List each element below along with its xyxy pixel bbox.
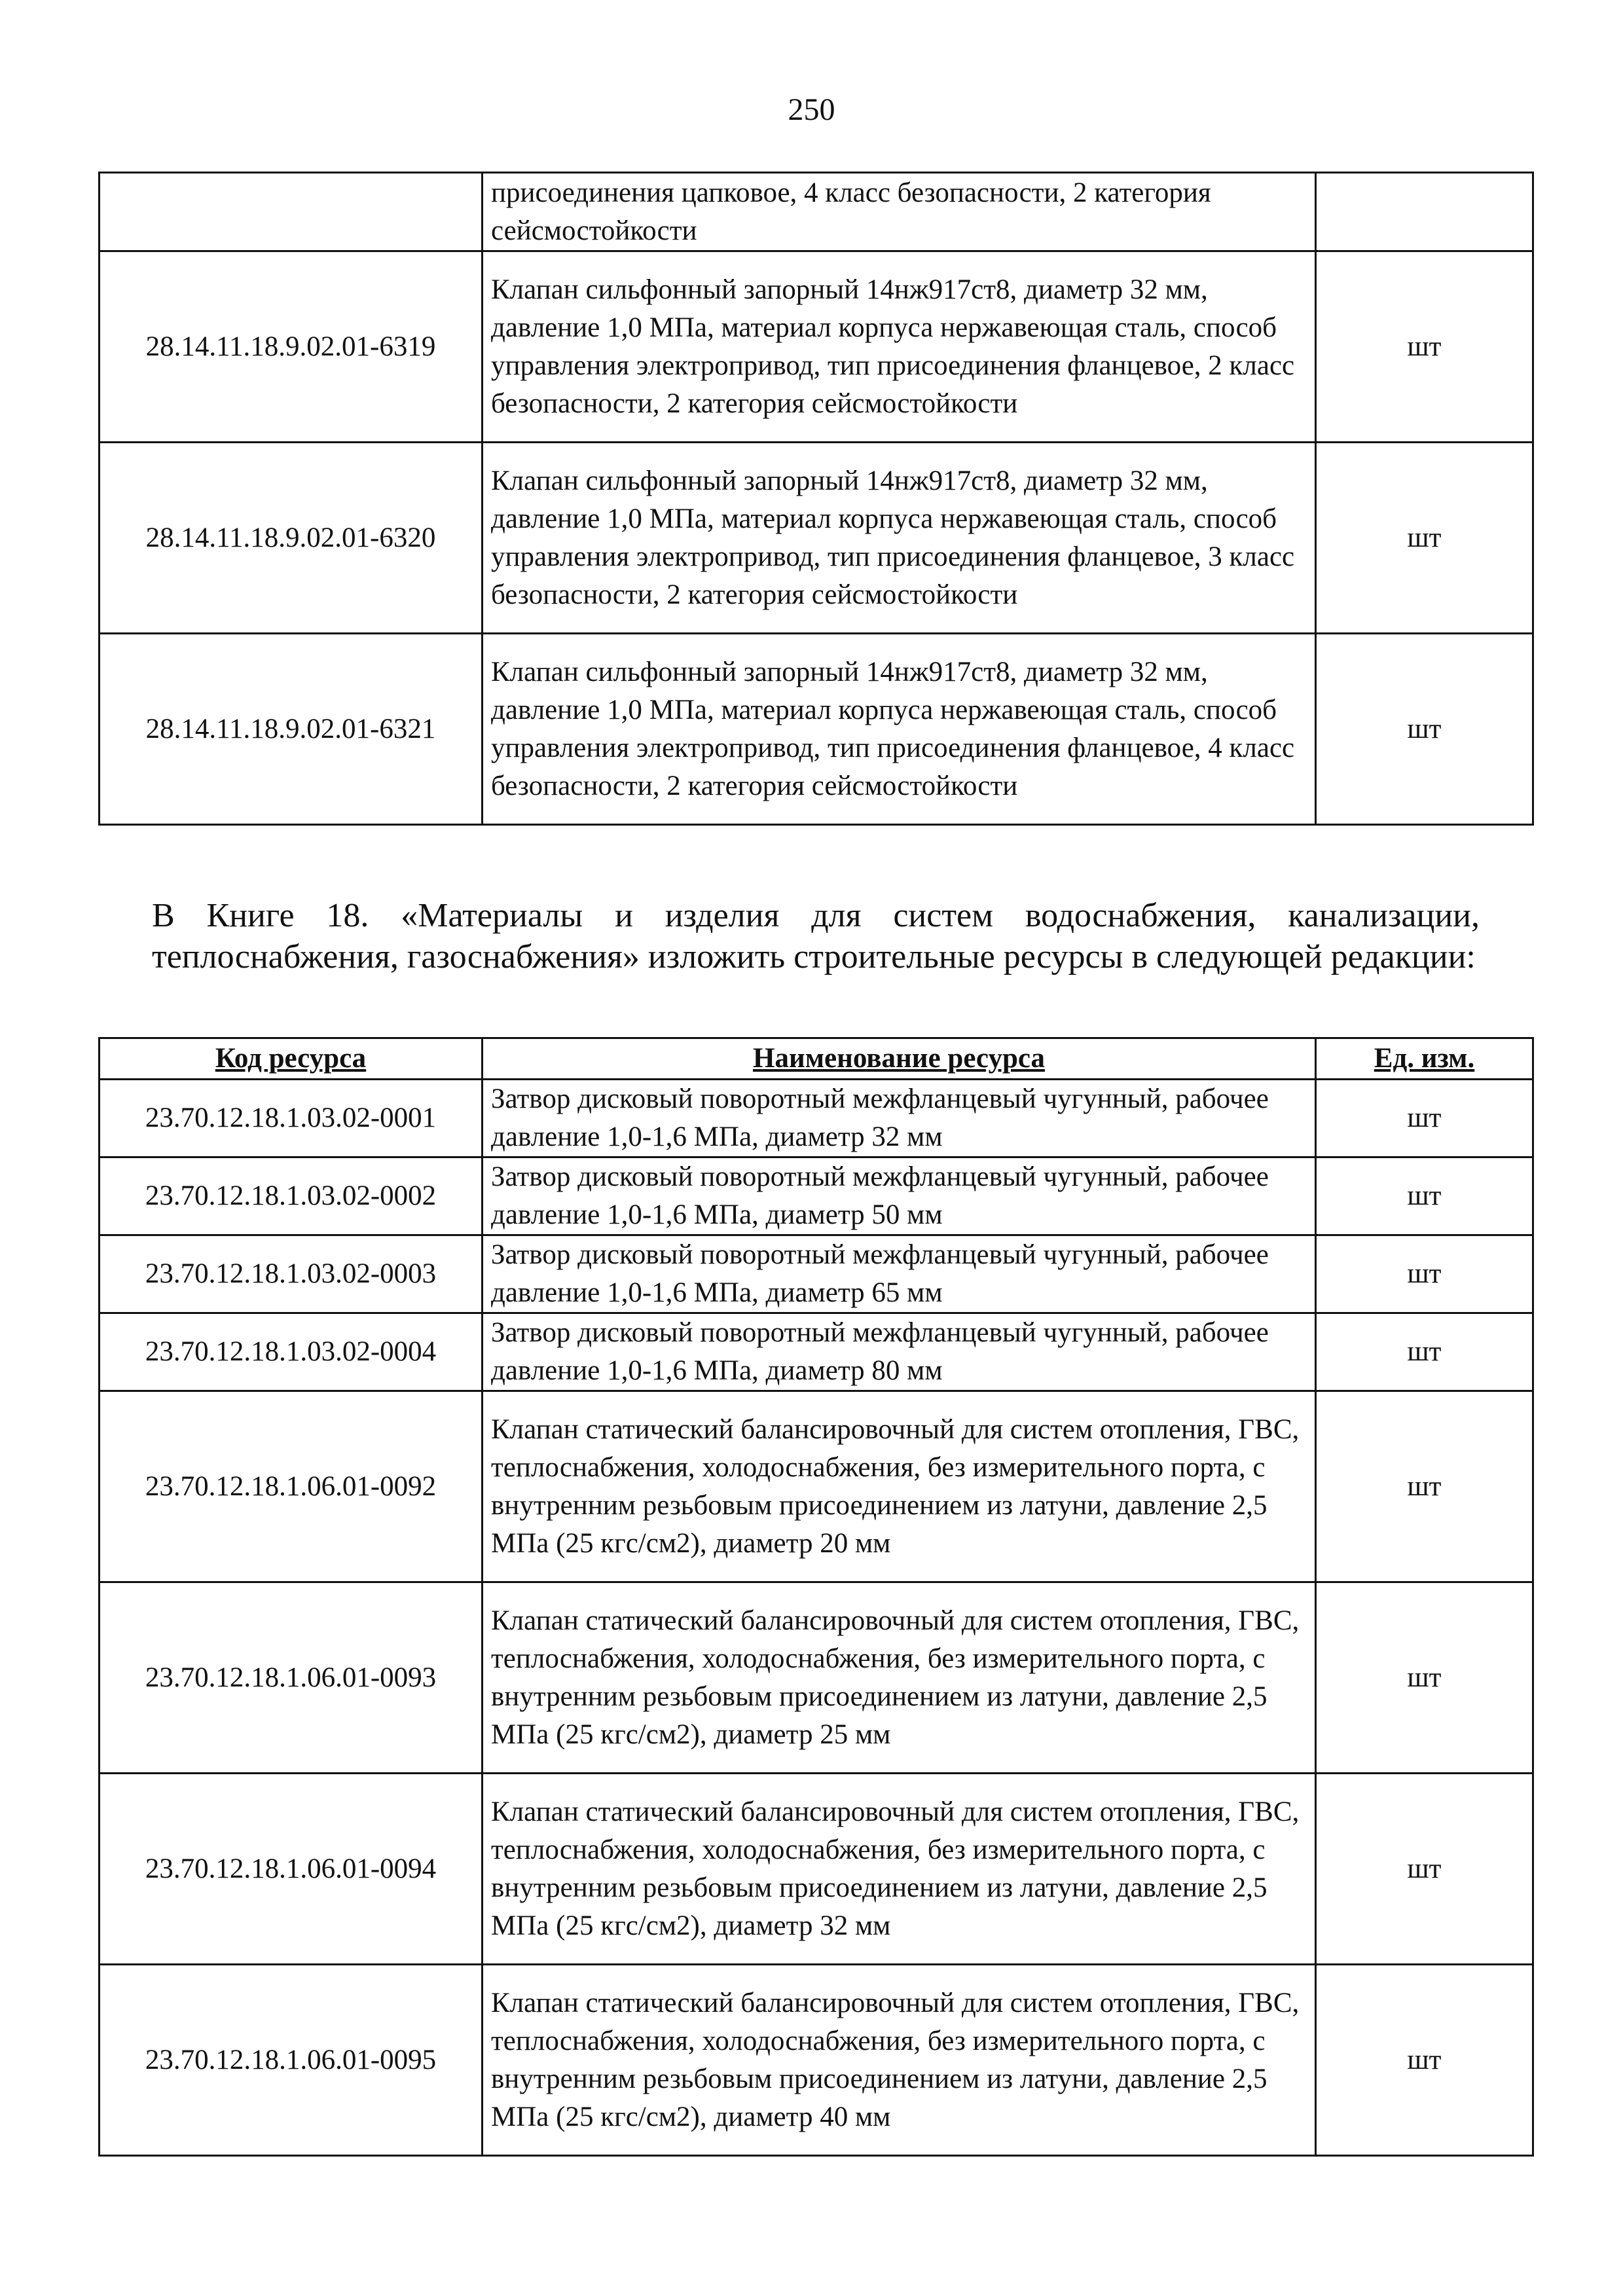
instruction-paragraph: В Книге 18. «Материалы и изделия для систем водоснабжения, канализации, теплоснабжения, газоснабжения» изложить строительные ресурсы в следующей редакции: [152,897,1480,975]
resource-name: Затвор дисковый поворотный межфланцевый чугунный, рабочее давление 1,0-1,6 МПа, диаметр 80 мм [483,1313,1316,1391]
resource-code: 23.70.12.18.1.06.01-0094 [100,1774,483,1965]
resource-code: 28.14.11.18.9.02.01-6321 [100,634,483,825]
resource-name: Клапан статический балансировочный для систем отопления, ГВС, теплоснабжения, холодоснабжения, без измерительного порта, с внутренним резьбовым присоединением из латуни, давление 2,5 МПа (25 кгс/см2), диаметр 25 мм [483,1582,1316,1774]
resource-unit: шт [1316,443,1533,634]
resource-name: Клапан сильфонный запорный 14нж917ст8, диаметр 32 мм, давление 1,0 МПа, материал корпуса нержавеющая сталь, способ управления электропривод, тип присоединения фланцевое, 3 класс безопасности, 2 категория сейсмостойкости [483,443,1316,634]
resource-unit [1316,173,1533,251]
resource-code: 23.70.12.18.1.06.01-0092 [100,1391,483,1582]
header-unit: Ед. изм. [1316,1038,1533,1080]
table-row [100,1391,1533,1582]
resource-unit: шт [1316,1157,1533,1235]
resource-code: 28.14.11.18.9.02.01-6320 [100,443,483,634]
resource-unit: шт [1316,1774,1533,1965]
table-row [100,1774,1533,1965]
header-name: Наименование ресурса [483,1038,1316,1080]
resource-unit: шт [1316,1582,1533,1774]
resource-table [98,1037,1534,2157]
resource-unit: шт [1316,1313,1533,1391]
table-row [100,1080,1533,1157]
resource-code: 23.70.12.18.1.03.02-0004 [100,1313,483,1391]
resource-name: Клапан статический балансировочный для систем отопления, ГВС, теплоснабжения, холодоснабжения, без измерительного порта, с внутренним резьбовым присоединением из латуни, давление 2,5 МПа (25 кгс/см2), диаметр 32 мм [483,1774,1316,1965]
resource-name: Затвор дисковый поворотный межфланцевый чугунный, рабочее давление 1,0-1,6 МПа, диаметр 32 мм [483,1080,1316,1157]
resource-name: Клапан сильфонный запорный 14нж917ст8, диаметр 32 мм, давление 1,0 МПа, материал корпуса нержавеющая сталь, способ управления электропривод, тип присоединения фланцевое, 4 класс безопасности, 2 категория сейсмостойкости [483,634,1316,825]
resource-name: Клапан статический балансировочный для систем отопления, ГВС, теплоснабжения, холодоснабжения, без измерительного порта, с внутренним резьбовым присоединением из латуни, давление 2,5 МПа (25 кгс/см2), диаметр 40 мм [483,1965,1316,2156]
table-row [100,1965,1533,2156]
resource-unit: шт [1316,1965,1533,2156]
resource-unit: шт [1316,634,1533,825]
table-row [100,173,1533,251]
resource-code: 28.14.11.18.9.02.01-6319 [100,251,483,443]
resource-code: 23.70.12.18.1.03.02-0003 [100,1235,483,1313]
table-header-row [100,1038,1533,1080]
resource-unit: шт [1316,251,1533,443]
resource-unit: шт [1316,1235,1533,1313]
table-row [100,443,1533,634]
resource-code: 23.70.12.18.1.06.01-0095 [100,1965,483,2156]
resource-name: Затвор дисковый поворотный межфланцевый чугунный, рабочее давление 1,0-1,6 МПа, диаметр 50 мм [483,1157,1316,1235]
resource-name: Клапан сильфонный запорный 14нж917ст8, диаметр 32 мм, давление 1,0 МПа, материал корпуса нержавеющая сталь, способ управления электропривод, тип присоединения фланцевое, 2 класс безопасности, 2 категория сейсмостойкости [483,251,1316,443]
header-code: Код ресурса [100,1038,483,1080]
resource-unit: шт [1316,1391,1533,1582]
resource-code [100,173,483,251]
table-row [100,1235,1533,1313]
table-row [100,1582,1533,1774]
resource-name: Клапан статический балансировочный для систем отопления, ГВС, теплоснабжения, холодоснабжения, без измерительного порта, с внутренним резьбовым присоединением из латуни, давление 2,5 МПа (25 кгс/см2), диаметр 20 мм [483,1391,1316,1582]
page-number: 250 [788,92,835,127]
resource-name: Затвор дисковый поворотный межфланцевый чугунный, рабочее давление 1,0-1,6 МПа, диаметр 65 мм [483,1235,1316,1313]
resource-name: присоединения цапковое, 4 класс безопасности, 2 категория сейсмостойкости [483,173,1316,251]
resource-code: 23.70.12.18.1.03.02-0001 [100,1080,483,1157]
resource-code: 23.70.12.18.1.06.01-0093 [100,1582,483,1774]
table-row [100,1157,1533,1235]
resource-code: 23.70.12.18.1.03.02-0002 [100,1157,483,1235]
table-row [100,1313,1533,1391]
table-row [100,251,1533,443]
table-row [100,634,1533,825]
resource-table-continued [98,172,1534,826]
resource-unit: шт [1316,1080,1533,1157]
